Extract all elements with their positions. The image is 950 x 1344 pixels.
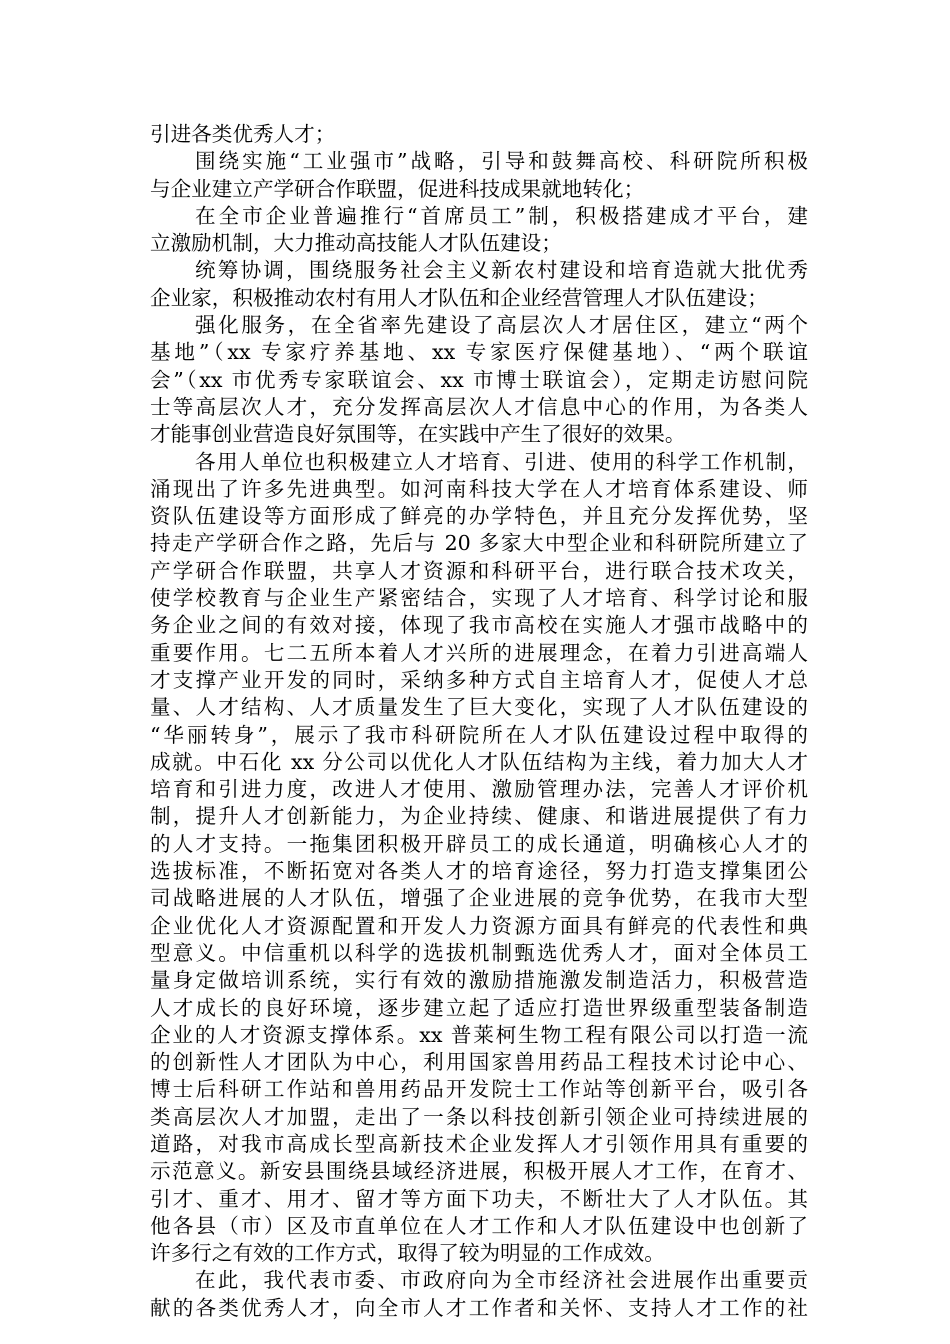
text-line: “华丽转身”，展示了我市科研院所在人才队伍建设过程中取得的: [150, 722, 808, 747]
text-line: 产学研合作联盟，共享人才资源和科研平台，进行联合技术攻关，: [150, 558, 808, 583]
text-line: 涌现出了许多先进典型。如河南科技大学在人才培育体系建设、师: [150, 476, 808, 501]
text-line: 献的各类优秀人才，向全市人才工作者和关怀、支持人才工作的社: [150, 1295, 808, 1320]
text-line: 示范意义。新安县围绕县域经济进展，积极开展人才工作，在育才、: [150, 1159, 808, 1184]
text-line: 培育和引进力度，改进人才使用、激励管理办法，完善人才评价机: [150, 777, 808, 802]
text-line: 量、人才结构、人才质量发生了巨大变化，实现了人才队伍建设的: [150, 695, 808, 720]
text-line: 类高层次人才加盟，走出了一条以科技创新引领企业可持续进展的: [150, 1104, 808, 1129]
text-line: 道路，对我市高成长型高新技术企业发挥人才引领作用具有重要的: [150, 1131, 808, 1156]
text-line: 他各县（市）区及市直单位在人才工作和人才队伍建设中也创新了: [150, 1213, 808, 1238]
text-line: 司战略进展的人才队伍，增强了企业进展的竞争优势，在我市大型: [150, 886, 808, 911]
text-line: 务企业之间的有效对接，体现了我市高校在实施人才强市战略中的: [150, 613, 808, 638]
paragraph-first-line: 围绕实施“工业强市”战略，引导和鼓舞高校、科研院所积极: [195, 149, 808, 174]
text-line: 成就。中石化 xx 分公司以优化人才队伍结构为主线，着力加大人才: [150, 749, 808, 774]
paragraph-first-line: 各用人单位也积极建立人才培育、引进、使用的科学工作机制，: [195, 449, 808, 474]
text-line: 量身定做培训系统，实行有效的激励措施激发制造活力，积极营造: [150, 968, 808, 993]
text-line: 使学校教育与企业生产紧密结合，实现了人才培育、科学讨论和服: [150, 586, 808, 611]
text-line: 企业的人才资源支撑体系。xx 普莱柯生物工程有限公司以打造一流: [150, 1022, 808, 1047]
paragraph-first-line: 在全市企业普遍推行“首席员工”制，积极搭建成才平台，建: [195, 203, 808, 228]
text-line: 立激励机制，大力推动高技能人才队伍建设；: [150, 231, 562, 256]
text-line: 持走产学研合作之路，先后与 20 多家大中型企业和科研院所建立了: [150, 531, 808, 556]
text-line: 与企业建立产学研合作联盟，促进科技成果就地转化；: [150, 176, 645, 201]
text-line: 才支撑产业开发的同时，采纳多种方式自主培育人才，促使人才总: [150, 667, 808, 692]
text-line: 引才、重才、用才、留才等方面下功夫，不断壮大了人才队伍。其: [150, 1186, 808, 1211]
text-line: 的创新性人才团队为中心，利用国家兽用药品工程技术讨论中心、: [150, 1050, 808, 1075]
text-line: 才能事创业营造良好氛围等，在实践中产生了很好的效果。: [150, 422, 686, 447]
document-page: [150, 121, 808, 1322]
text-line: 企业优化人才资源配置和开发人力资源方面具有鲜亮的代表性和典: [150, 913, 808, 938]
text-line: 许多行之有效的工作方式，取得了较为明显的工作成效。: [150, 1241, 665, 1266]
paragraph-first-line: 统筹协调，围绕服务社会主义新农村建设和培育造就大批优秀: [195, 258, 808, 283]
text-line: 型意义。中信重机以科学的选拔机制甄选优秀人才，面对全体员工: [150, 940, 808, 965]
text-line: 资队伍建设等方面形成了鲜亮的办学特色，并且充分发挥优势，坚: [150, 504, 808, 529]
text-line: 基地”（xx 专家疗养基地、xx 专家医疗保健基地）、“两个联谊: [150, 340, 808, 365]
text-line: 选拔标准，不断拓宽对各类人才的培育途径，努力打造支撑集团公: [150, 859, 808, 884]
text-line: 士等高层次人才，充分发挥高层次人才信息中心的作用，为各类人: [150, 394, 808, 419]
paragraph-first-line: 强化服务，在全省率先建设了高层次人才居住区，建立“两个: [195, 313, 808, 338]
text-line: 企业家，积极推动农村有用人才队伍和企业经营管理人才队伍建设；: [150, 285, 768, 310]
text-line: 重要作用。七二五所本着人才兴所的进展理念，在着力引进高端人: [150, 640, 808, 665]
text-line: 引进各类优秀人才；: [150, 122, 336, 146]
text-line: 会”（xx 市优秀专家联谊会、xx 市博士联谊会），定期走访慰问院: [150, 367, 808, 392]
text-line: 人才成长的良好环境，逐步建立起了适应打造世界级重型装备制造: [150, 995, 808, 1020]
paragraph-first-line: 在此，我代表市委、市政府向为全市经济社会进展作出重要贡: [195, 1268, 808, 1293]
text-line: 博士后科研工作站和兽用药品开发院士工作站等创新平台，吸引各: [150, 1077, 808, 1102]
text-line: 制，提升人才创新能力，为企业持续、健康、和谐进展提供了有力: [150, 804, 808, 829]
text-line: 的人才支持。一拖集团积极开辟员工的成长通道，明确核心人才的: [150, 831, 808, 856]
